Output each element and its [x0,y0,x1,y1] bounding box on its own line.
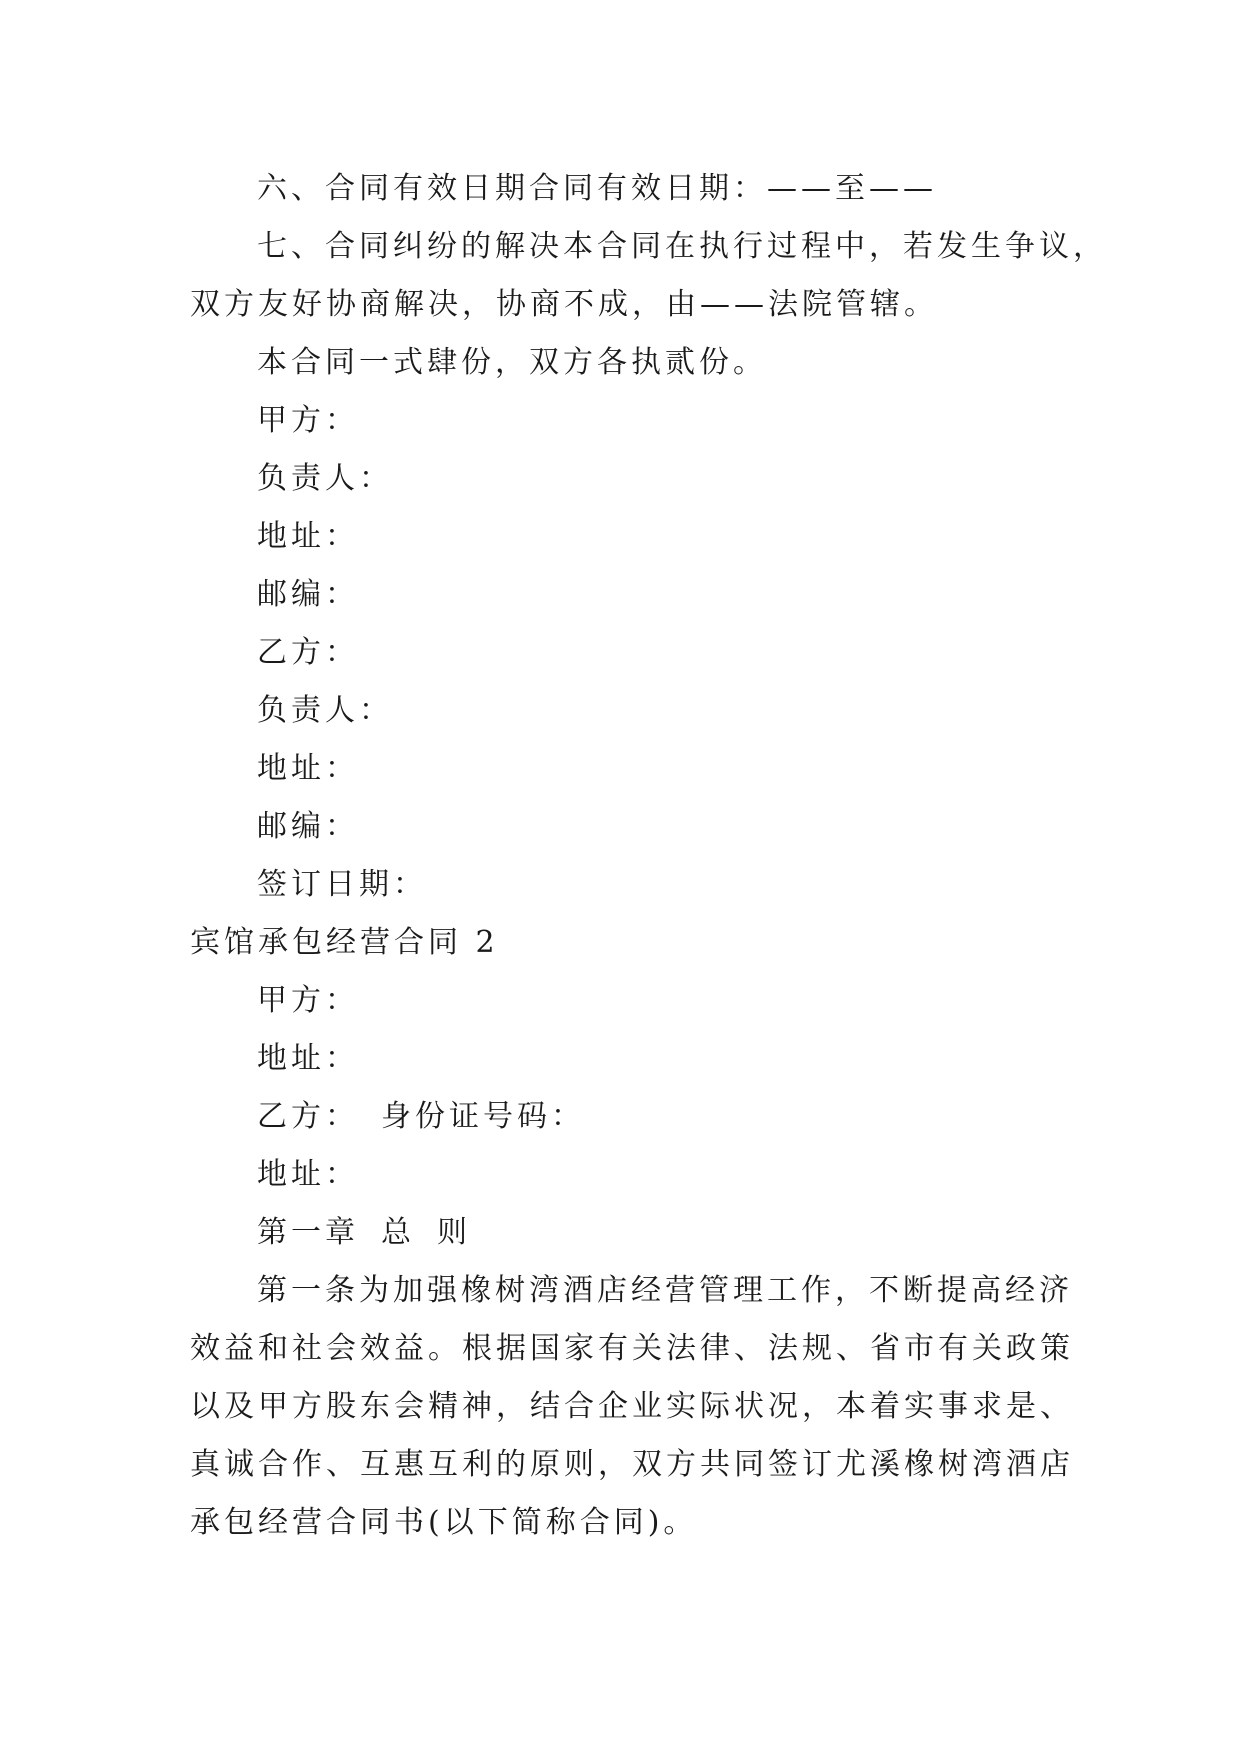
section-title: 宾馆承包经营合同 2 [190,925,499,960]
clause-seven-line-1: 七、合同纠纷的解决本合同在执行过程中，若发生争议， [257,229,1107,264]
contract2-party-b-row [190,1088,1070,1146]
contract2-party-b-label: 乙方： [257,1099,359,1134]
article-one-line-2: 效益和社会效益。根据国家有关法律、法规、省市有关政策 [190,1331,1074,1366]
clause-six: 六、合同有效日期合同有效日期：——至—— [257,171,937,206]
document-body [190,160,1107,1552]
signing-date-label: 签订日期： [257,867,427,902]
article-one-line-3: 以及甲方股东会精神，结合企业实际状况，本着实事求是、 [190,1389,1074,1424]
chapter-title-part-2: 则 [437,1215,471,1250]
clause-seven-line-2: 双方友好协商解决，协商不成，由——法院管辖。 [190,287,938,322]
party-b-address-label: 地址： [257,751,359,786]
chapter-title-part-1: 总 [381,1215,415,1250]
contract2-party-b-address-label: 地址： [257,1157,359,1192]
contract2-party-a-address-label: 地址： [257,1041,359,1076]
party-a-postcode-label: 邮编： [257,577,359,612]
party-a-address-label: 地址： [257,519,359,554]
party-a-label: 甲方： [257,403,359,438]
id-number-label: 身份证号码： [381,1099,585,1134]
party-b-label: 乙方： [257,635,359,670]
article-one-line-5: 承包经营合同书(以下简称合同)。 [190,1505,698,1540]
contract2-party-a-label: 甲方： [257,983,359,1018]
article-one-line-4: 真诚合作、互惠互利的原则，双方共同签订尤溪橡树湾酒店 [190,1447,1074,1482]
party-b-representative-label: 负责人： [257,693,393,728]
party-a-representative-label: 负责人： [257,461,393,496]
chapter-heading [190,1204,1070,1262]
article-one-line-1: 第一条为加强橡树湾酒店经营管理工作，不断提高经济 [257,1273,1073,1308]
chapter-number: 第一章 [257,1215,359,1250]
party-b-postcode-label: 邮编： [257,809,359,844]
copies-statement: 本合同一式肆份，双方各执贰份。 [257,345,767,380]
